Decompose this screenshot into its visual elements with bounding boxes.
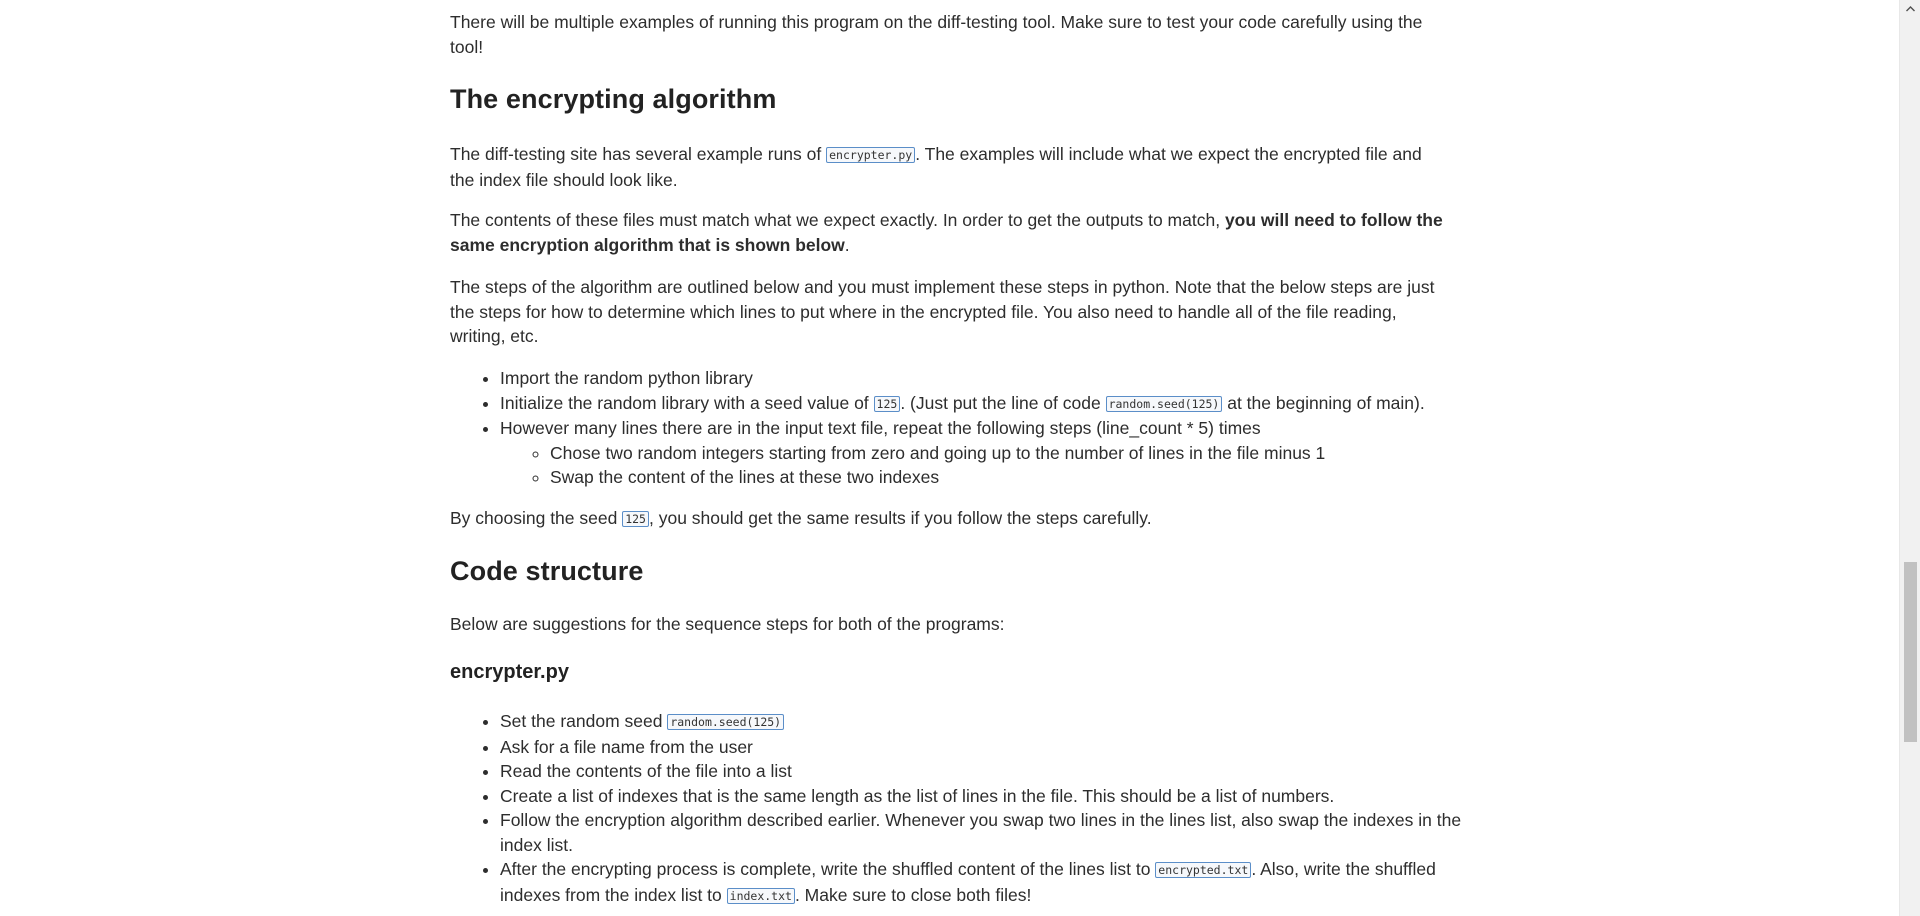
- paragraph-seed-results: By choosing the seed 125 , you should get the same results if you follow the steps carefully.: [450, 508, 1152, 528]
- list-item: • Create a list of indexes that is the same length as the list of lines in the file. This should be a list of numbers.: [500, 784, 1500, 809]
- code-125: 125: [874, 396, 901, 412]
- chevron-up-icon[interactable]: [1900, 0, 1920, 17]
- code-125: 125: [622, 511, 649, 527]
- scrollbar-thumb[interactable]: [1904, 562, 1917, 742]
- paragraph-steps-outline: The steps of the algorithm are outlined below and you must implement these steps in python. Note that the below steps are just the steps for how to determine which lines to put where in the encrypted file. You also need to handle all of the file reading, writing, etc.: [450, 277, 1435, 346]
- section-heading-code-structure: Code structure: [450, 556, 644, 586]
- paragraph-must-match: The contents of these files must match what we expect exactly. In order to get the outputs to match, you will need to follow the same encryption algorithm that is shown below.: [450, 210, 1443, 255]
- code-random-seed: random.seed(125): [1106, 396, 1223, 412]
- list-item: • Follow the encryption algorithm described earlier. Whenever you swap two lines in the lines list, also swap the indexes in the index list.: [500, 808, 1500, 857]
- code-encrypted-txt: encrypted.txt: [1155, 862, 1251, 878]
- vertical-scrollbar[interactable]: [1899, 0, 1920, 916]
- section-heading-encrypting-algorithm: The encrypting algorithm: [450, 84, 777, 114]
- algorithm-steps-list: [450, 366, 1500, 490]
- code-encrypter-py: encrypter.py: [826, 147, 915, 163]
- subheading-encrypter-py: encrypter.py: [450, 661, 569, 683]
- list-item: • Ask for a file name from the user: [500, 735, 1500, 760]
- code-random-seed: random.seed(125): [667, 714, 784, 730]
- emphasis-follow-algorithm: you will need to follow the same encryption algorithm that is shown below: [450, 210, 1443, 255]
- list-item: ◦ Swap the content of the lines at these two indexes: [550, 465, 1500, 490]
- list-item: • However many lines there are in the input text file, repeat the following steps (line_count * 5) times ◦ Chose two random integers starting from zero and going up to the number of lines in the file minus 1 ◦ Swap the content of the lines at these two indexes: [500, 416, 1500, 490]
- list-item: • Set the random seed random.seed(125): [500, 709, 1500, 735]
- code-index-txt: index.txt: [727, 888, 795, 904]
- encrypter-steps-list: [450, 709, 1500, 908]
- list-item: • Initialize the random library with a seed value of 125 . (Just put the line of code random.seed(125) at the beginning of main).: [500, 391, 1500, 417]
- list-item: ◦ Chose two random integers starting from zero and going up to the number of lines in the file minus 1: [550, 441, 1500, 466]
- list-item: • After the encrypting process is complete, write the shuffled content of the lines list to encrypted.txt . Also, write the shuffled indexes from the index list to index.txt . Make sure to close both files!: [500, 857, 1500, 908]
- paragraph-suggestions: Below are suggestions for the sequence steps for both of the programs:: [450, 614, 1005, 634]
- paragraph-example-runs: The diff-testing site has several example runs of encrypter.py . The examples will include what we expect the encrypted file and the index file should look like.: [450, 144, 1422, 190]
- list-item: • Import the random python library: [500, 366, 1500, 391]
- intro-paragraph: There will be multiple examples of running this program on the diff-testing tool. Make sure to test your code carefully using the tool!: [450, 12, 1423, 57]
- algorithm-substeps-list: [500, 441, 1500, 490]
- list-item: • Read the contents of the file into a list: [500, 759, 1500, 784]
